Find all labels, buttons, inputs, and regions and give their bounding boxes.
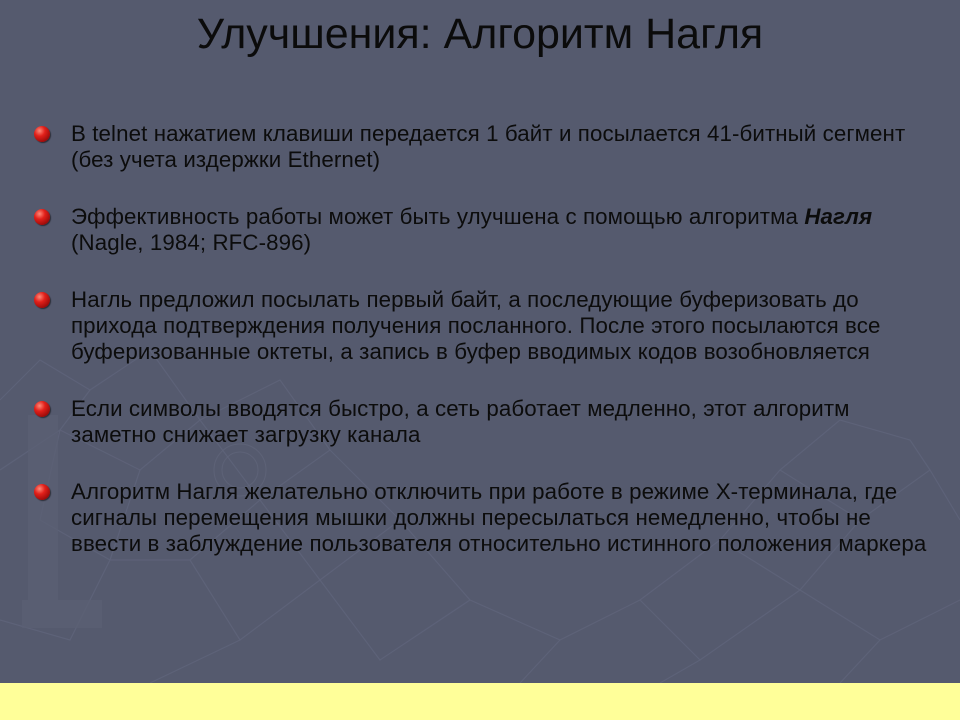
bullet-item — [0, 121, 960, 173]
bullet-item — [0, 204, 960, 256]
bullet-icon — [34, 126, 50, 142]
bullet-icon — [34, 401, 50, 417]
bullet-icon — [34, 209, 50, 225]
emphasis-term: Нагля — [804, 204, 873, 229]
bullet-icon — [34, 292, 50, 308]
slide-title: Улучшения: Алгоритм Нагля — [196, 10, 764, 58]
bullet-item — [0, 287, 960, 365]
bullet-icon — [34, 484, 50, 500]
bullet-text — [71, 204, 941, 256]
bullet-text: Нагль предложил посылать первый байт, а последующие буферизовать до прихода подтверждения получения посланного. После этого посылаются все буферизованные октеты, а запись в буфер вводимых кодов возобновляется — [71, 287, 881, 364]
bullet-text: Алгоритм Нагля желательно отключить при работе в режиме X-терминала, где сигналы перемещения мышки должны пересылаться немедленно, чтобы не ввести в заблуждение пользователя относительно истинного положения маркера — [71, 479, 927, 556]
bullet-text-part: Эффективность работы может быть улучшена с помощью алгоритма — [71, 204, 805, 229]
bullet-text-part: (Nagle, 1984; RFC-896) — [71, 230, 312, 255]
bullet-text: В telnet нажатием клавиши передается 1 байт и посылается 41-битный сегмент (без учета издержки Ethernet) — [71, 121, 906, 172]
bullet-list — [0, 121, 960, 588]
bullet-item — [0, 396, 960, 448]
footer-band — [0, 683, 960, 720]
bullet-item — [0, 479, 960, 557]
bullet-text: Если символы вводятся быстро, а сеть работает медленно, этот алгоритм заметно снижает загрузку канала — [71, 396, 850, 447]
